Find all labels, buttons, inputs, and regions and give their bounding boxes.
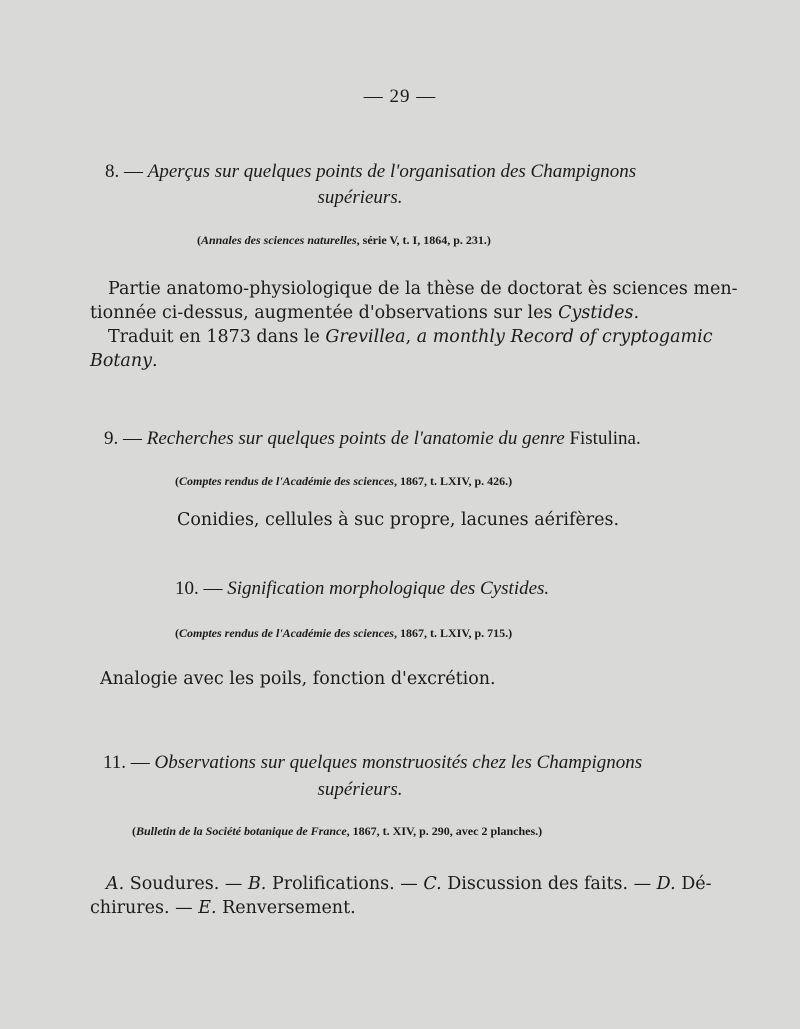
entry-8-title xyxy=(105,159,705,184)
entry-11-description xyxy=(90,872,750,920)
entry-11-desc-e-text: Renversement. xyxy=(216,898,356,918)
entry-11-desc-c: C. xyxy=(423,874,442,894)
entry-11-title xyxy=(103,750,642,775)
entry-8-desc-line3 xyxy=(90,325,740,349)
entry-9-citation-details: , 1867, t. LXIV, p. 426. xyxy=(393,474,509,488)
entry-8-citation-details: , série V, t. I, 1864, p. 231. xyxy=(356,233,487,247)
entry-11-desc-b-text: Prolifications. — xyxy=(266,874,424,894)
entry-11-desc-a: A. xyxy=(106,874,125,894)
entry-11-desc-line1 xyxy=(90,872,750,896)
entry-10-title-italic: Signification morphologique des Cystides. xyxy=(227,578,550,599)
entry-8-desc-line4 xyxy=(90,349,740,373)
entry-11-desc-line2 xyxy=(90,896,750,920)
entry-10-number: 10. — xyxy=(175,578,223,599)
entry-8-description xyxy=(90,277,740,373)
entry-10-citation: (Comptes rendus de l'Académie des sciences, 1867, t. LXIV, p. 715.) xyxy=(175,626,513,640)
entry-9-description: Conidies, cellules à suc propre, lacunes aérifères. xyxy=(177,510,620,530)
entry-8-desc-line4-end: . xyxy=(152,351,158,371)
entry-11-title-line2-text: supérieurs. xyxy=(317,779,403,800)
page-number: — 29 — xyxy=(363,86,437,107)
entry-8-number: 8. — xyxy=(105,161,143,182)
entry-11-title-line1: Observations sur quelques monstruosités chez les Champignons xyxy=(154,752,643,773)
entry-11-desc-c-text: Discussion des faits. — xyxy=(441,874,657,894)
entry-10-description: Analogie avec les poils, fonction d'excrétion. xyxy=(100,669,496,689)
entry-11-citation-details: , 1867, t. XIV, p. 290, avec 2 planches. xyxy=(346,824,539,838)
entry-8-title-line2-text: supérieurs. xyxy=(317,187,403,208)
entry-11-desc-line2-start: chirures. — xyxy=(90,898,199,918)
entry-11-number: 11. — xyxy=(103,752,150,773)
entry-11-desc-e: E. xyxy=(198,898,217,918)
entry-11-desc-b: B. xyxy=(247,874,267,894)
entry-8-title-line1: Aperçus sur quelques points de l'organisation des Champignons xyxy=(147,161,637,182)
entry-9-number: 9. — xyxy=(104,428,142,449)
entry-8-desc-line3-italic2: a monthly Record of cryptogamic xyxy=(416,327,713,347)
entry-9-title-roman: Fistulina. xyxy=(564,428,641,449)
entry-8-desc-line3-mid: , xyxy=(405,327,417,347)
entry-9-citation-journal: Comptes rendus de l'Académie des sciences xyxy=(179,474,394,488)
entry-10-title xyxy=(175,576,549,601)
entry-11-title-line2 xyxy=(0,777,720,802)
entry-9-title xyxy=(104,426,641,451)
entry-8-desc-line3-start: Traduit en 1873 dans le xyxy=(108,327,326,347)
entry-11-desc-a-text: Soudures. — xyxy=(124,874,248,894)
entry-8-desc-line4-italic: Botany xyxy=(90,351,153,371)
entry-8-desc-line3-italic: Grevillea xyxy=(325,327,406,347)
entry-11-desc-d-text: Dé- xyxy=(675,874,712,894)
entry-11-citation-journal: Bulletin de la Société botanique de France xyxy=(136,824,347,838)
entry-11-citation: (Bulletin de la Société botanique de France, 1867, t. XIV, p. 290, avec 2 planches.) xyxy=(132,824,543,838)
entry-8-desc-line2-start: tionnée ci-dessus, augmentée d'observations sur les xyxy=(90,303,559,323)
entry-8-desc-line1: Partie anatomo-physiologique de la thèse de doctorat ès sciences men- xyxy=(108,279,738,299)
entry-8-citation-journal: Annales des sciences naturelles xyxy=(201,233,357,247)
entry-9-citation: (Comptes rendus de l'Académie des sciences, 1867, t. LXIV, p. 426.) xyxy=(175,474,513,488)
entry-8-title-line2 xyxy=(0,185,720,210)
entry-8-citation: (Annales des sciences naturelles, série V, t. I, 1864, p. 231.) xyxy=(197,233,491,247)
entry-8-desc-line2-italic: Cystides. xyxy=(558,303,640,323)
entry-11-desc-d: D. xyxy=(656,874,676,894)
entry-9-title-italic: Recherches sur quelques points de l'anatomie du genre xyxy=(146,428,565,449)
entry-10-citation-details: , 1867, t. LXIV, p. 715. xyxy=(393,626,509,640)
entry-10-citation-journal: Comptes rendus de l'Académie des sciences xyxy=(179,626,394,640)
entry-8-desc-line2 xyxy=(90,301,740,325)
